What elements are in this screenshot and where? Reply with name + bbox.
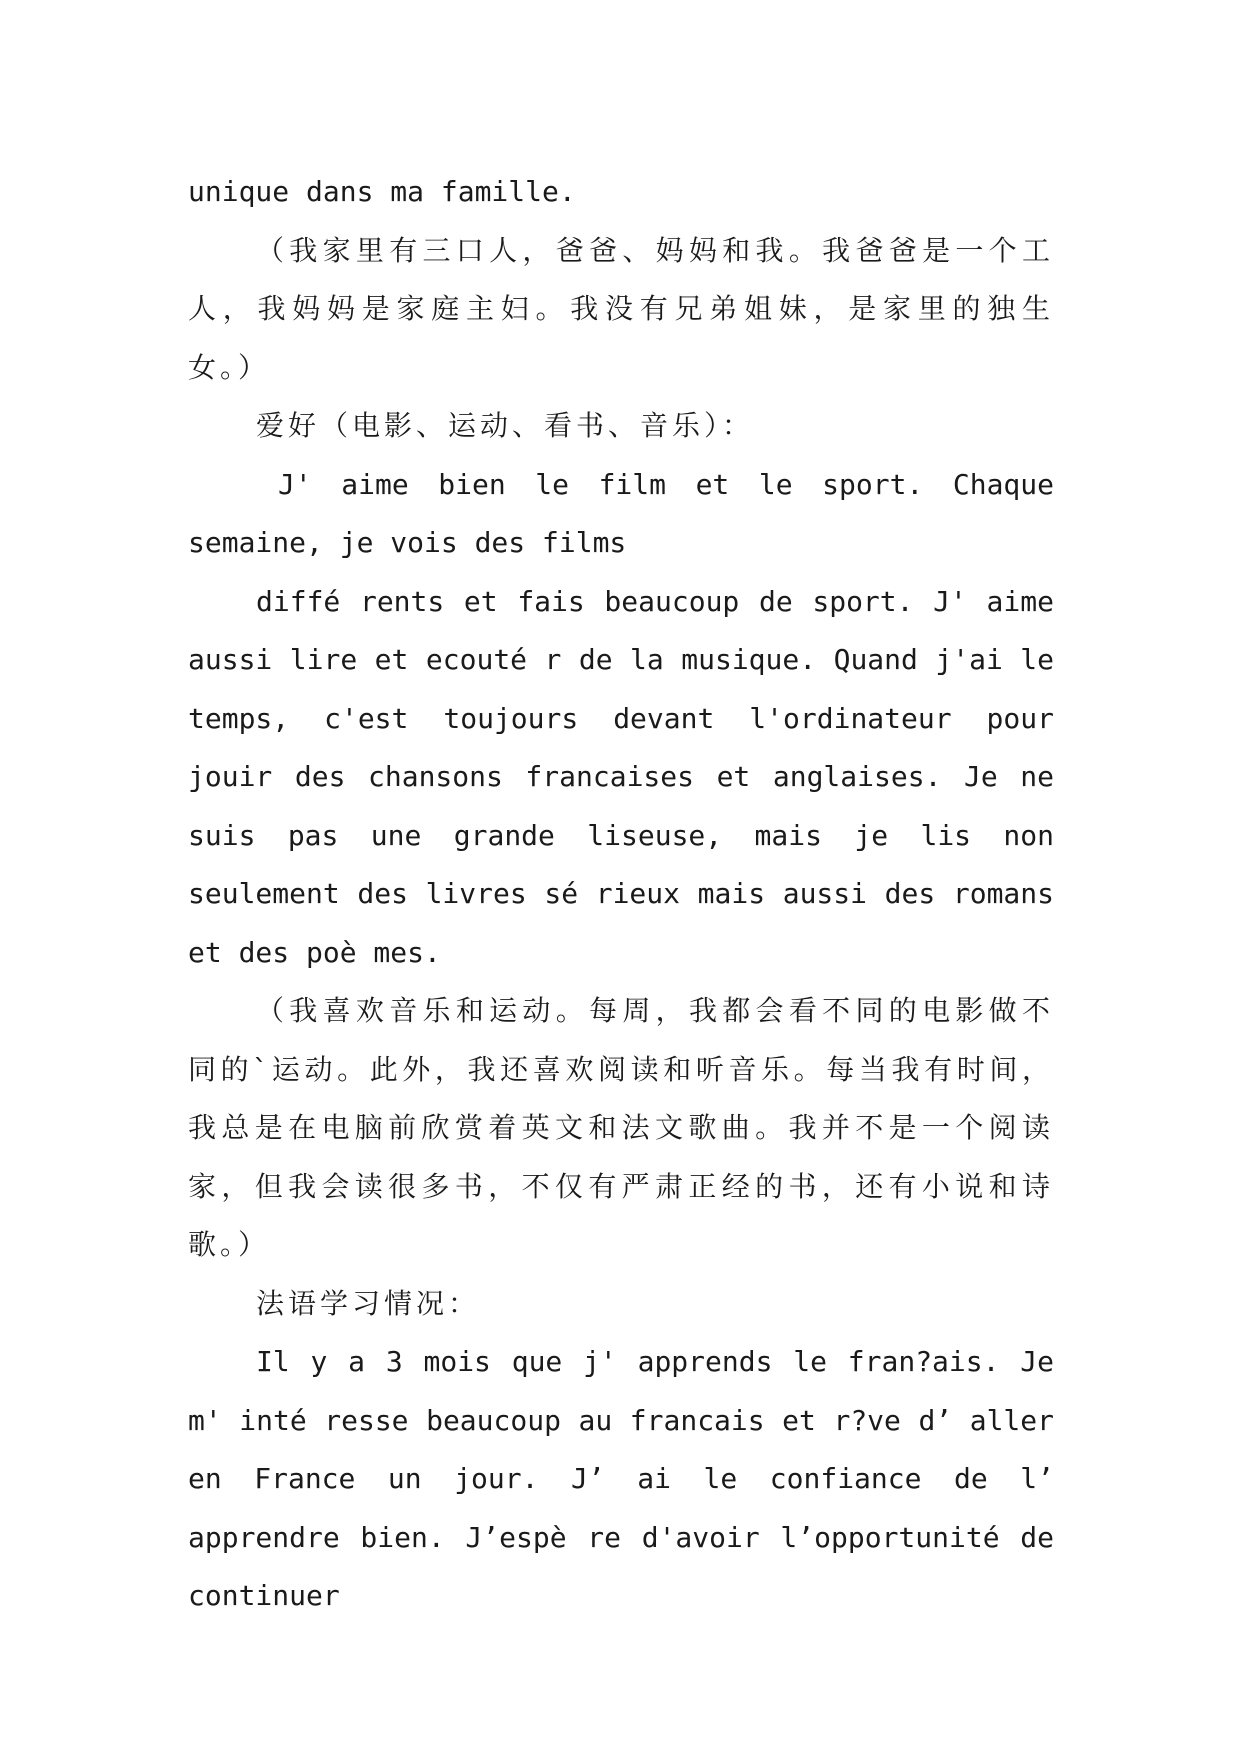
paragraph-hobbies-detail: diffé rents et fais beaucoup de sport. J' aime aussi lire et ecouté r de la musique. Quand j'ai le temps, c'est toujours devant l'ordinateur pour jouir des chansons francaises et anglaises. Je ne suis pas une grande liseuse, mais je lis non seulement des livres sé rieux mais aussi des romans et des poè mes. [188,584,1054,969]
heading-french-study: 法语学习情况： [256,1286,481,1320]
paragraph-hobbies-translation: （我喜欢音乐和运动。每周，我都会看不同的电影做不同的`运动。此外，我还喜欢阅读和听音乐。每当我有时间，我总是在电脑前欣赏着英文和法文歌曲。我并不是一个阅读家，但我会读很多书，不仅有严肃正经的书，还有小说和诗歌。） [188,994,1054,1261]
document-body [188,163,1054,1626]
paragraph-family-end: unique dans ma famille. [188,175,576,208]
paragraph-family-translation: （我家里有三口人，爸爸、妈妈和我。我爸爸是一个工人，我妈妈是家庭主妇。我没有兄弟姐妹，是家里的独生女。） [188,233,1054,384]
heading-hobbies: 爱好（电影、运动、看书、音乐）： [256,409,755,442]
paragraph-french-study: Il y a 3 mois que j' apprends le fran?ais. Je m' inté resse beaucoup au francais et r?ve d’ aller en France un jour. J’ ai le confiance de l’ apprendre bien. J’espè re d'avoir l’opportunité de continuer [188,1345,1054,1612]
paragraph-hobbies-intro: J' aime bien le film et le sport. Chaque semaine, je vois des films [188,467,1054,559]
